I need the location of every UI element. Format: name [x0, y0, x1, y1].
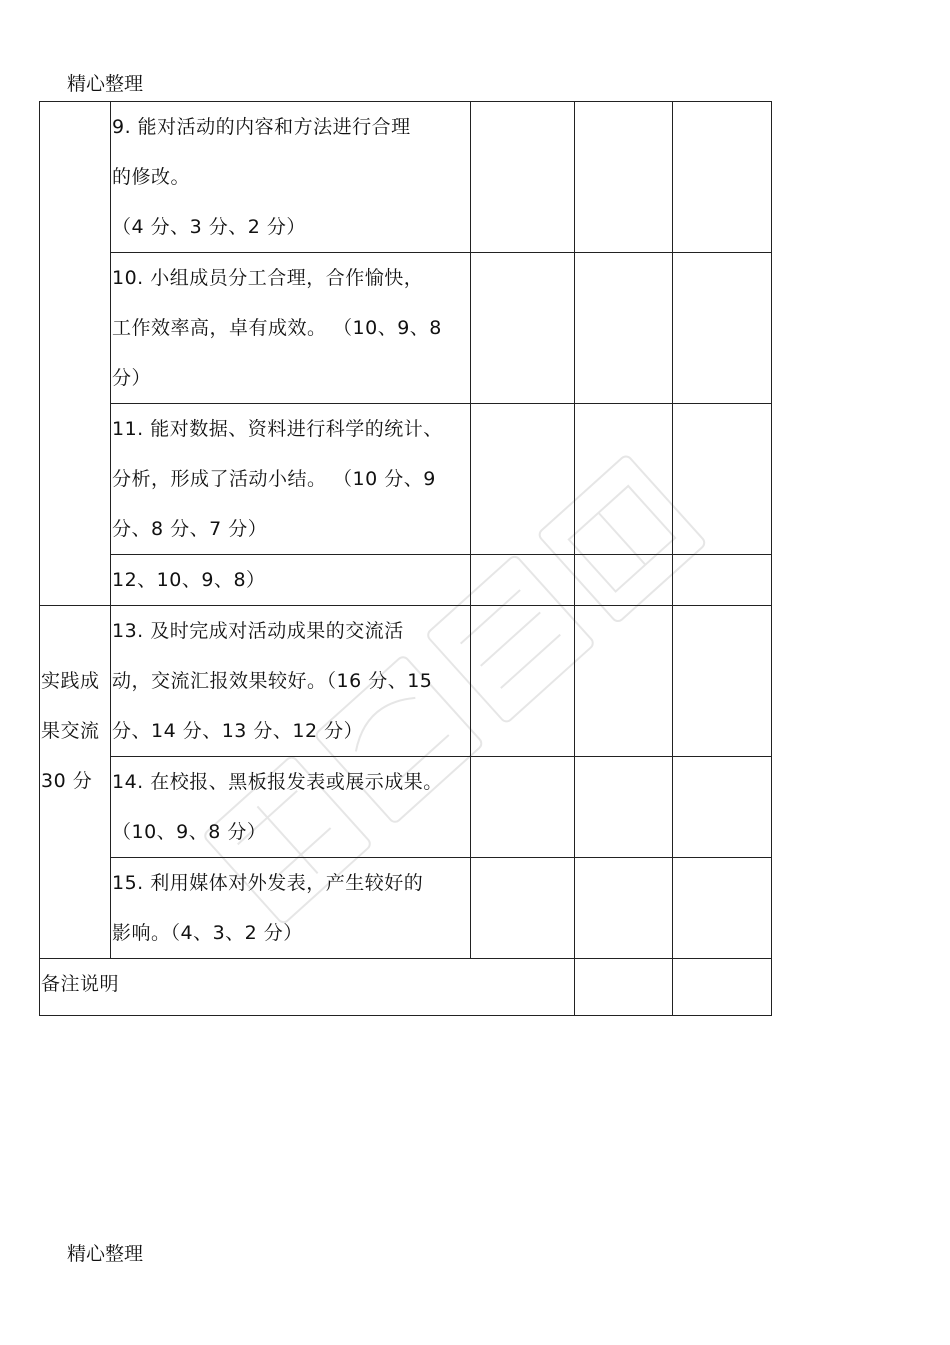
score-cell: [673, 253, 772, 404]
criterion-line: 分、8 分、7 分）: [112, 518, 268, 540]
note-label: 备注说明: [41, 973, 120, 995]
score-cell: [575, 404, 673, 555]
table-row: [40, 959, 772, 1016]
note-cell: [575, 959, 673, 1016]
page-footer: 精心整理: [67, 1243, 144, 1265]
table-row: [40, 404, 772, 555]
score-cell: [673, 404, 772, 555]
criterion-line: 10. 小组成员分工合理，合作愉快，: [112, 267, 424, 289]
criterion-line: （4 分、3 分、2 分）: [112, 216, 306, 238]
note-cell: [673, 959, 772, 1016]
score-cell: [575, 102, 673, 253]
score-cell: [673, 102, 772, 253]
score-cell: [471, 858, 575, 959]
category-cell-blank: [40, 102, 111, 606]
criterion-cell: [111, 102, 471, 253]
category-cell-practice-results: [40, 606, 111, 959]
criterion-line: 9. 能对活动的内容和方法进行合理: [112, 116, 411, 138]
criterion-line: 分、14 分、13 分、12 分）: [112, 720, 364, 742]
criterion-line: 的修改。: [112, 166, 191, 188]
criterion-cell: [111, 606, 471, 757]
category-line: 30 分: [41, 770, 93, 792]
criterion-cell: [111, 555, 471, 606]
criterion-line: 分）: [112, 367, 152, 389]
criterion-line: 15. 利用媒体对外发表，产生较好的: [112, 872, 424, 894]
table-row: [40, 102, 772, 253]
score-cell: [471, 253, 575, 404]
criterion-line: 14. 在校报、黑板报发表或展示成果。: [112, 771, 443, 793]
criterion-cell: [111, 757, 471, 858]
criterion-line: 影响。（4、3、2 分）: [112, 922, 303, 944]
score-cell: [575, 555, 673, 606]
criterion-line: 13. 及时完成对活动成果的交流活: [112, 620, 404, 642]
table-row: [40, 606, 772, 757]
score-cell: [471, 102, 575, 253]
evaluation-table: [39, 101, 772, 1016]
criterion-line: 11. 能对数据、资料进行科学的统计、: [112, 418, 443, 440]
table-row: [40, 555, 772, 606]
note-label-cell: [40, 959, 575, 1016]
score-cell: [673, 757, 772, 858]
criterion-line: （10、9、8 分）: [112, 821, 267, 843]
criterion-cell: [111, 858, 471, 959]
table-row: [40, 253, 772, 404]
score-cell: [471, 606, 575, 757]
score-cell: [575, 757, 673, 858]
score-cell: [673, 555, 772, 606]
score-cell: [673, 606, 772, 757]
score-cell: [471, 555, 575, 606]
category-line: 果交流: [41, 720, 100, 742]
score-cell: [575, 606, 673, 757]
page-header: 精心整理: [67, 73, 144, 95]
criterion-line: 12、10、9、8）: [112, 569, 266, 591]
score-cell: [673, 858, 772, 959]
category-line: 实践成: [41, 670, 100, 692]
criterion-cell: [111, 253, 471, 404]
criterion-line: 动，交流汇报效果较好。（16 分、15: [112, 670, 433, 692]
criterion-cell: [111, 404, 471, 555]
table-row: [40, 757, 772, 858]
score-cell: [471, 757, 575, 858]
score-cell: [575, 253, 673, 404]
table-row: [40, 858, 772, 959]
score-cell: [471, 404, 575, 555]
criterion-line: 分析，形成了活动小结。 （10 分、9: [112, 468, 436, 490]
score-cell: [575, 858, 673, 959]
criterion-line: 工作效率高，卓有成效。 （10、9、8: [112, 317, 442, 339]
